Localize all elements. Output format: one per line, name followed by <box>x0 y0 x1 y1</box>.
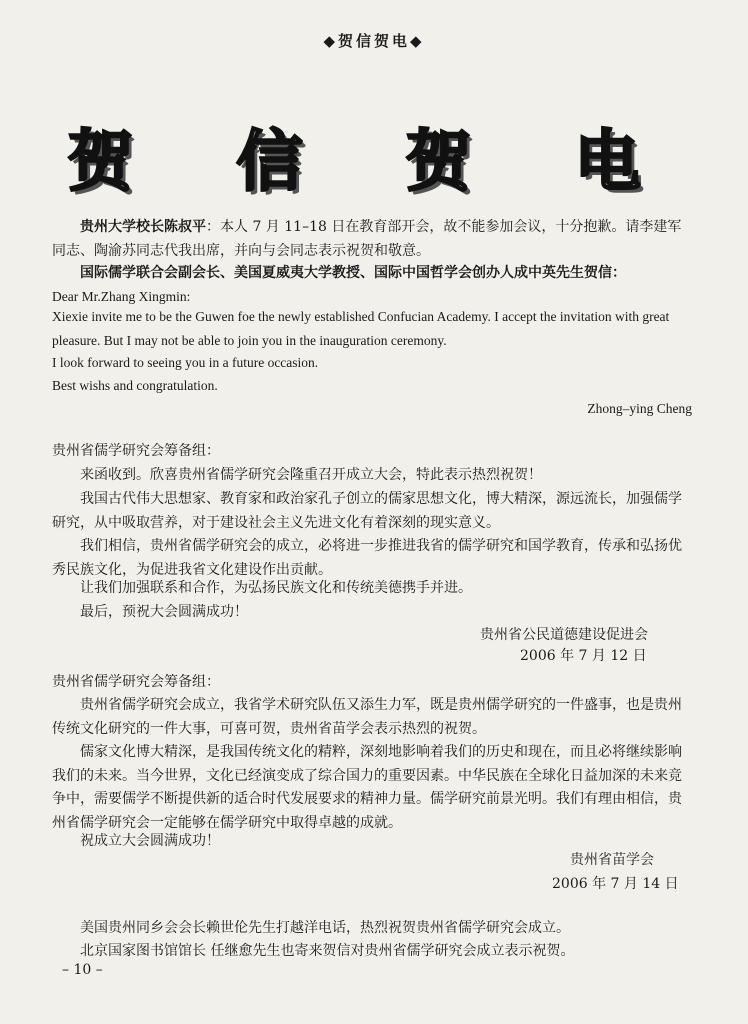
letter-paragraph: 我们相信，贵州省儒学研究会的成立，必将进一步推进我省的儒学研究和国学教育，传承和弘扬优秀民族文化，为促进我省文化建设作出贡献。 <box>52 538 682 578</box>
letter-signature-org: 贵州省公民道德建设促进会 <box>480 627 648 643</box>
letter-paragraph: 我国古代伟大思想家、教育家和政治家孔子创立的儒家思想文化，博大精深，源远流长，加强儒学研究，从中吸取营养，对于建设社会主义先进文化有着深刻的现实意义。 <box>52 491 682 531</box>
letter-paragraph: 祝成立大会圆满成功！ <box>80 833 220 849</box>
page-number: – 10 – <box>62 962 103 978</box>
note-item: 北京国家图书馆馆长 任继愈先生也寄来贺信对贵州省儒学研究会成立表示祝贺。 <box>80 943 575 959</box>
letter-salutation: 贵州省儒学研究会筹备组： <box>52 674 220 690</box>
english-line-forward: I look forward to seeing you in a future occasion. <box>52 355 319 370</box>
message-heading-cheng: 国际儒学联合会副会长、美国夏威夷大学教授、国际中国哲学会创办人成中英先生贺信： <box>80 265 626 281</box>
english-signature: Zhong–ying Cheng <box>587 401 692 416</box>
message-text: ：本人 7 月 11–18 日在教育部开会，故不能参加会议，十分抱歉。请李建军同志、陶渝苏同志代我出席，并向与会同志表示祝贺和敬意。 <box>52 219 682 259</box>
letter-paragraph: 最后，预祝大会圆满成功！ <box>80 604 248 620</box>
letter-signature-date: 2006 年 7 月 12 日 <box>520 648 647 664</box>
english-salutation: Dear Mr.Zhang Xingmin: <box>52 289 191 304</box>
letter-salutation: 贵州省儒学研究会筹备组： <box>52 443 220 459</box>
letter-signature-date: 2006 年 7 月 14 日 <box>552 876 679 892</box>
letter-paragraph: 贵州省儒学研究会成立，我省学术研究队伍又添生力军，既是贵州儒学研究的一件盛事，也是贵州传统文化研究的一件大事，可喜可贺，贵州省苗学会表示热烈的祝贺。 <box>52 697 682 737</box>
message-chen-shuping <box>52 216 692 263</box>
english-paragraph: Xiexie invite me to be the Guwen foe the newly established Confucian Academy. I accept the invitation with great pleasure. But I may not be able to join you in the inauguration ceremony. <box>52 309 670 348</box>
letter-signature-org: 贵州省苗学会 <box>570 852 654 868</box>
letter-paragraph: 让我们加强联系和合作，为弘扬民族文化和传统美德携手并进。 <box>80 580 472 596</box>
note-item: 美国贵州同乡会会长赖世伦先生打越洋电话，热烈祝贺贵州省儒学研究会成立。 <box>80 920 570 936</box>
section-header-tag: ◆贺信贺电◆ <box>323 32 425 50</box>
english-line-wishes: Best wishs and congratulation. <box>52 378 218 393</box>
page-title: 贺 信 贺 电 <box>67 123 681 200</box>
letter-paragraph: 儒家文化博大精深，是我国传统文化的精粹，深刻地影响着我们的历史和现在，而且必将继续影响我们的未来。当今世界，文化已经演变成了综合国力的重要因素。中华民族在全球化日益加深的未来竞争中，需要儒学不断提供新的适合时代发展要求的精神力量。儒学研究前景光明。我们有理由相信，贵州省儒学研究会一定能够在儒学研究中取得卓越的成就。 <box>52 744 682 831</box>
message-author: 贵州大学校长陈叔平 <box>80 219 206 235</box>
letter-paragraph: 来函收到。欣喜贵州省儒学研究会隆重召开成立大会，特此表示热烈祝贺！ <box>80 467 542 483</box>
